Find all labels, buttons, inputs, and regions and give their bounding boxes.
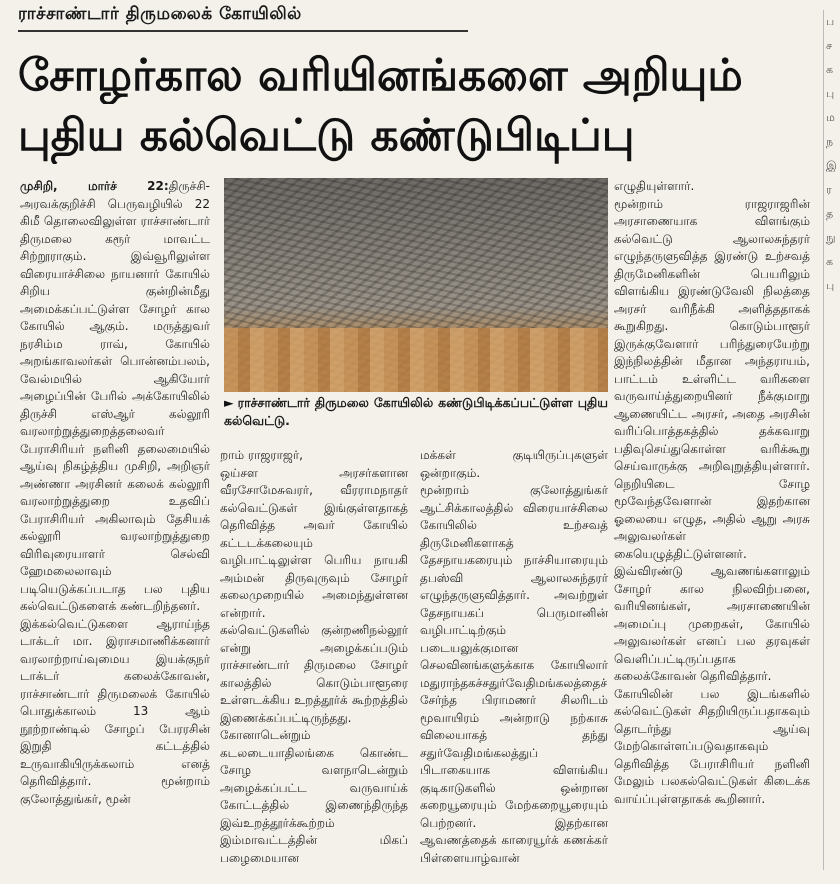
article-column-2: றாம் ராஜராஜர், ஒய்சள அரசர்களான வீரசோமேசுவரர், வீரராமநாதர் கல்வெட்டுகள் இங்குள்ளதாகத் தெரிவித்த அவர் கோயில் கட்டடக்கலையும் வழிபாட்டிலுள்ள பெரிய நாயகி அம்மன் திருவுருவும் சோழர் கலைமுறையில் அமைந்துள்ளன என்றார். கல்வெட்டுகளில் குன்றணிநல்லூர் என்று அழைக்கப்படும் ராச்சாண்டார் திருமலை சோழர் காலத்தில் கொடும்பாளூரை உள்ளடக்கிய உறத்தூர்க் கூற்றத்தில் இணைக்கப்பட்டிருந்தது. கோனாடென்றும் கடலடையாதிலங்கை கொண்ட சோழ வளநாடென்றும் அழைக்கப்பட்ட வருவாய்க் கோட்டத்தில் இணைந்திருந்த இவ்உறத்தூர்க்கூற்றம் இம்மாவட்டத்தின் மிகப் பழைமையான bbox=[220, 448, 408, 865]
adjacent-column-edge: ப ச க பு ம ந இ ர த நு க பு bbox=[823, 10, 840, 870]
article-column-3: மக்கள் குடியிருப்புகளுள் ஒன்றாகும். மூன்றாம் குலோத்துங்கர் ஆட்சிக்காலத்தில் விரையாச்சிலை கோயிலில் உற்சவத் திருமேனிகளாகத் தேசநாயகரையும் நாச்சியாரையும் தபஸ்வி ஆலாலசுந்தரர் எழுந்தருளுவித்தார். அவற்றுள் தேசநாயகப் பெருமானின் வழிபாட்டிற்கும் படையலுக்குமான செலவினங்களுக்காக கோயிலார் மதுராந்தகச்சதுர்வேதிமங்கலத்தைச் சேர்ந்த பிராமணர் சிலரிடம் மூவாயிரம் அன்றாடு நற்காசு விலையாகத் தந்து சதுர்வேதிமங்கலத்துப் பிடாகையாக விளங்கிய குடிகாடுகளில் ஒன்றான கறையூரையும் மேற்கறையூரையும் பெற்றனர். இதற்கான ஆவணத்தைக் காரையூர்க் கணக்கர் பிள்ளையாழ்வான் bbox=[420, 448, 608, 865]
photo-caption bbox=[224, 394, 608, 430]
headline-line-1: சோழர்கால வரியினங்களை அறியும் bbox=[18, 50, 743, 101]
headline-line-2: புதிய கல்வெட்டு கண்டுபிடிப்பு bbox=[18, 110, 635, 161]
column-1-text: திருச்சி-அரவக்குறிச்சி பெருவழியில் 22 கிமீ தொலைவிலுள்ள ராச்சாண்டார் திருமலை கரூர் மாவட்ட சிற்றூராகும். இவ்வூரிலுள்ள விரையாச்சிலை நாயனார் கோயில் சிறிய குன்றின்மீது அமைக்கப்பட்டுள்ள சோழர் கால கோயில் ஆகும். மருத்துவர் நரசிம்ம ராவ், கோயில் அறங்காவலர்கள் பொன்னம்பலம், வேல்மயில் ஆகியோர் அழைப்பின் பேரில் அக்கோயிலில் திருச்சி எஸ்ஆர் கல்லூரி வரலாற்றுத்துறைத்தலைவர் பேராசிரியர் நளினி தலைமையில் ஆய்வு நிகழ்த்திய முசிறி, அறிஞர் அண்ணா அரசினர் கலைக் கல்லூரி வரலாற்றுத்துறை உதவிப் பேராசிரியர் அகிலாவும் தேசியக் கல்லூரி வரலாற்றுத்துறை விரிவுரையாளர் செல்வி ஹேமலைலாவும் படியெடுக்கப்படாத பல புதிய கல்வெட்டுகளைக் கண்டறிந்தனர். இக்கல்வெட்டுகளை ஆராய்ந்த டாக்டர் மா. இராசமாணிக்கனார் வரலாற்றாய்வுமைய இயக்குநர் டாக்டர் கலைக்கோவன், ராச்சாண்டார் திருமலைக் கோயில் பொதுக்காலம் 13 ஆம் நூற்றாண்டில் சோழப் பேரரசின் இறுதி கட்டத்தில் உருவாகியிருக்கலாம் எனத் தெரிவித்தார். மூன்றாம் குலோத்துங்கர், மூன் bbox=[20, 179, 210, 806]
article-column-1 bbox=[20, 178, 210, 878]
article-column-4: எழுதியுள்ளார். மூன்றாம் ராஜராஜரின் அரசாணையாக விளங்கும் கல்வெட்டு ஆலாலசுந்தரர் எழுந்தருளுவித்த இரண்டு உற்சவத் திருமேனிகளின் பெயரிலும் விளங்கிய இரண்டுவேலி நிலத்தை அரசர் வரிநீக்கி அளித்ததாகக் கூறுகிறது. கொடும்பாளூர் இருக்குவேளார் பரிந்துரையேற்று இந்நிலத்தின் மீதான அந்தராயம், பாட்டம் உள்ளிட்ட வரிகளை வருவாய்த்துறையினர் நீக்குமாறு ஆணையிட்ட அரசர், அதை அரசின் வரிப்பொத்தகத்தில் தக்கவாறு பதிவுசெய்துகொள்ள வரிக்கூறு செய்வாருக்கு அறிவுறுத்தியுள்ளார். நெறியிடை சோழ மூவேந்தவேளான் இதற்கான ஓலையை எழுத, அதில் ஆறு அரசு அலுவலர்கள் கையெழுத்திட்டுள்ளனர். இவ்விரண்டு ஆவணங்களாலும் சோழர் கால நிலவிற்பனை, வரியினங்கள், அரசாணையின் அமைப்பு முறைகள், கோயில் அலுவலர்கள் எனப் பல தரவுகள் வெளிப்பட்டிருப்பதாக கலைக்கோவன் தெரிவித்தார். கோயிலின் பல இடங்களில் கல்வெட்டுகள் சிதறியிருப்பதாகவும் தொடர்ந்து ஆய்வு மேற்கொள்ளப்படுவதாகவும் தெரிவித்த பேராசிரியர் நளினி மேலும் பலகல்வெட்டுகள் கிடைக்க வாய்ப்புள்ளதாகக் கூறினார். bbox=[614, 179, 810, 806]
photo-stone-band bbox=[224, 328, 608, 392]
kicker-title: ராச்சாண்டார் திருமலைக் கோயிலில் bbox=[18, 4, 468, 32]
caption-marker-icon: ► bbox=[224, 395, 234, 410]
dateline: முசிறி, மார்ச் 22: bbox=[20, 179, 169, 193]
caption-text: ராச்சாண்டார் திருமலை கோயிலில் கண்டுபிடிக்கப்பட்டுள்ள புதிய கல்வெட்டு. bbox=[224, 395, 608, 428]
